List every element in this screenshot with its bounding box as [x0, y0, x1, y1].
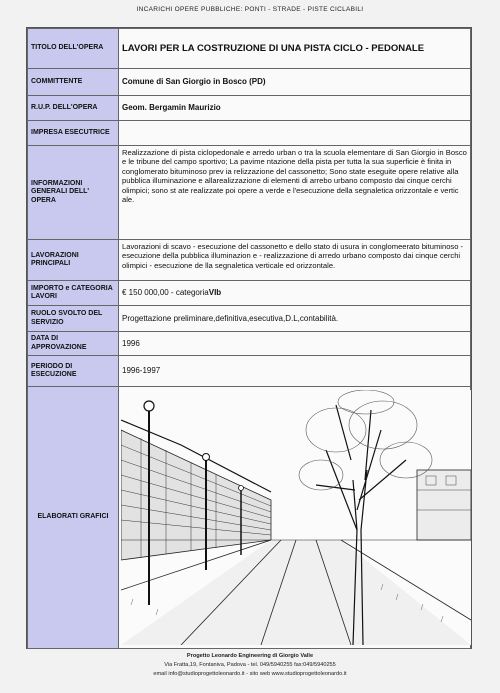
label-impresa: IMPRESA ESECUTRICE	[28, 121, 119, 146]
row-lavorazioni	[28, 240, 471, 281]
value-importo	[119, 281, 471, 306]
value-titolo: LAVORI PER LA COSTRUZIONE DI UNA PISTA CICLO - PEDONALE	[119, 29, 471, 69]
value-data: 1996	[119, 332, 471, 356]
value-rup: Geom. Bergamin Maurizio	[119, 96, 471, 121]
footer-address: Via Fratta,19, Fontaniva, Padova - tel. 049/5940255 fax:049/5940255	[164, 661, 336, 668]
label-importo: IMPORTO e CATEGORIA LAVORI	[28, 281, 119, 306]
label-titolo: TITOLO DELL'OPERA	[28, 29, 119, 69]
row-elaborati	[28, 387, 471, 649]
row-importo	[28, 281, 471, 306]
row-rup	[28, 96, 471, 121]
label-committente: COMMITTENTE	[28, 69, 119, 96]
value-ruolo: Progettazione preliminare,definitiva,esecutiva,D.L,contabilità.	[119, 306, 471, 332]
project-sheet	[26, 27, 472, 649]
project-table	[27, 28, 471, 649]
value-impresa	[119, 121, 471, 146]
value-elaborati	[119, 387, 471, 649]
label-periodo: PERIODO DI ESECUZIONE	[28, 356, 119, 387]
value-informazioni: Realizzazione di pista ciclopedonale e arredo urban o tra la scuola elementare di San Giorgio in Bosco e le tribune del campo sportivo; La pavime ntazione della pista per tutta la sua superficie è finita in conglomerato bituminoso prev ia relizzazione del cassonetto; Sono state eseguite opere relative alla pubblica illuminazione e allarealizzazione di elementi di arrebo urbano composto dai cinque cerchi olimpici; sono st ate realizzate poi opere a verde e l'esecuzione della segnaletica orizzontale e vertic ale.	[119, 146, 471, 240]
label-rup: R.U.P. DELL'OPERA	[28, 96, 119, 121]
row-ruolo	[28, 306, 471, 332]
value-lavorazioni: Lavorazioni di scavo - esecuzione del cassonetto e dello stato di usura in conglomeerato bituminoso - esecuzione della pubblica illuminazion e - realizzazione di arredo urbano composto dai cinque cerchi olimpici - esecuzione de lla segnaletica verticale ed orizzontale.	[119, 240, 471, 281]
footer-company: Progetto Leonardo Engineering di Giorgio Valle	[186, 653, 314, 659]
label-data: DATA DI APPROVAZIONE	[28, 332, 119, 356]
row-impresa	[28, 121, 471, 146]
label-elaborati: ELABORATI GRAFICI	[28, 387, 119, 649]
label-ruolo: RUOLO SVOLTO DEL SERVIZIO	[28, 306, 119, 332]
importo-amount: € 150 000,00 - categoria	[122, 288, 209, 298]
importo-category: VIb	[208, 288, 222, 298]
row-titolo	[28, 29, 471, 69]
value-committente: Comune di San Giorgio in Bosco (PD)	[119, 69, 471, 96]
page-header: INCARICHI OPERE PUBBLICHE: PONTI - STRADE - PISTE CICLABILI	[136, 6, 364, 13]
label-informazioni: INFORMAZIONI GENERALI DELL' OPERA	[28, 146, 119, 240]
label-lavorazioni: LAVORAZIONI PRINCIPALI	[28, 240, 119, 281]
row-data	[28, 332, 471, 356]
footer-contacts: email info@studioprogettoleonardo.it - sito web www.studioprogettoleonardo.it	[153, 670, 347, 677]
page-footer	[0, 652, 500, 678]
row-committente	[28, 69, 471, 96]
value-periodo: 1996-1997	[119, 356, 471, 387]
row-informazioni	[28, 146, 471, 240]
row-periodo	[28, 356, 471, 387]
perspective-sketch-image	[121, 390, 471, 645]
